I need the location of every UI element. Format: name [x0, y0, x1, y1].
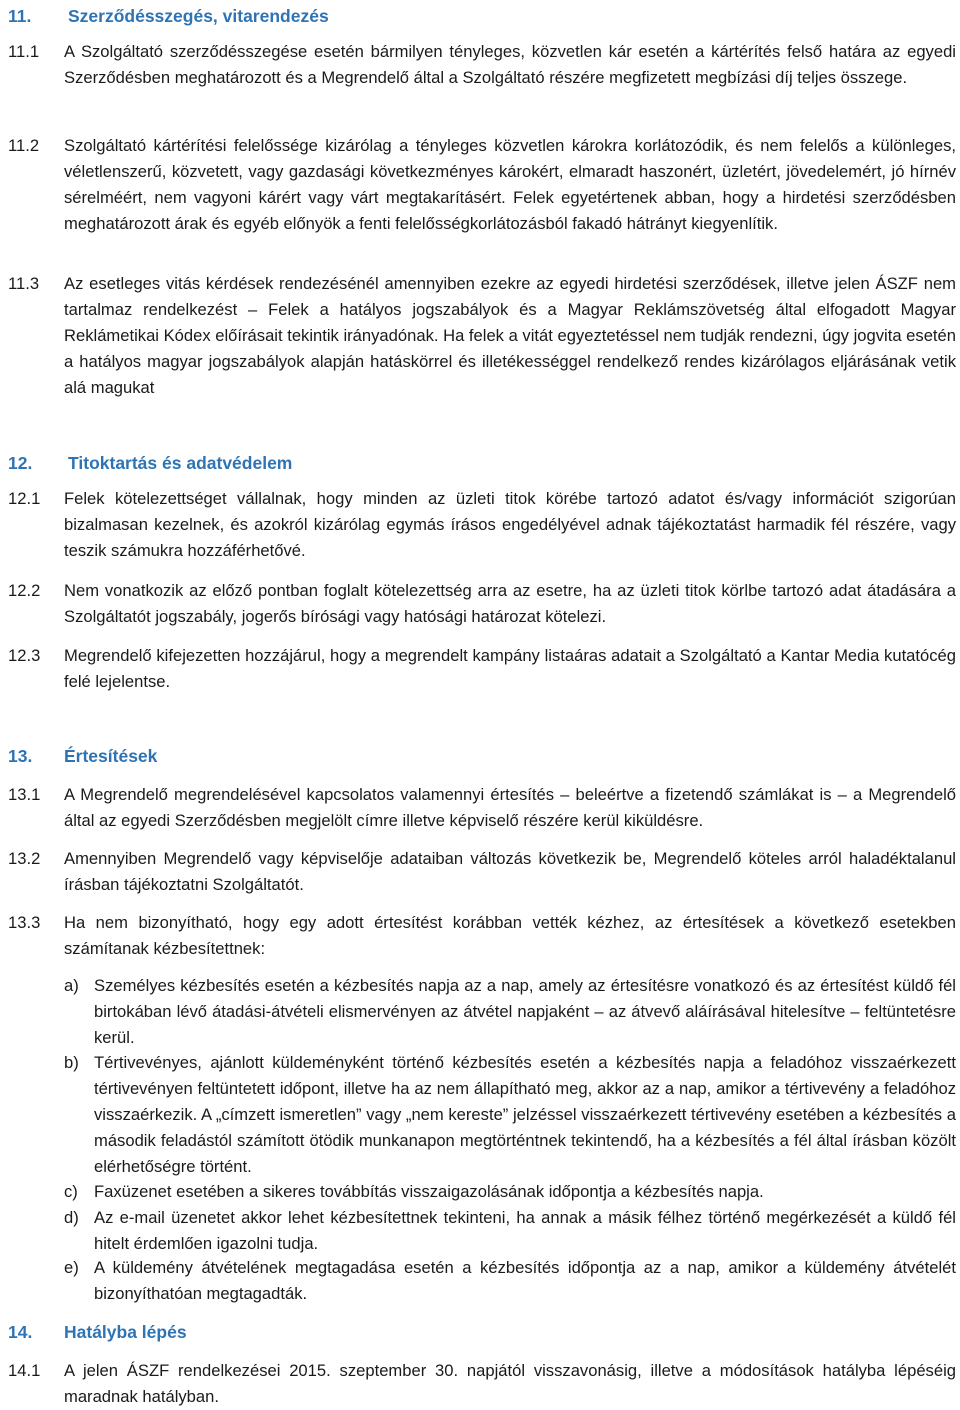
- clause-number: 14.1: [8, 1361, 41, 1380]
- clause-text: Felek kötelezettséget vállalnak, hogy minden az üzleti titok körébe tartozó adatot és/vagy információt szigorúan bizalmasan kezelnek, és azokról kizárólag egymás írásos engedélyével adnak tájékoztatást harmadik fél részére, vagy teszik számukra hozzáférhetővé.: [64, 489, 956, 560]
- sub-item-c: [64, 1179, 956, 1205]
- clause-13-3: [8, 910, 956, 962]
- clause-text: Megrendelő kifejezetten hozzájárul, hogy a megrendelt kampány listaáras adatait a Szolgáltató a Kantar Media kutatócég felé lejelentse.: [64, 646, 956, 691]
- clause-text: Nem vonatkozik az előző pontban foglalt kötelezettség arra az esetre, ha az üzleti titok körlbe tartozó adat átadására a Szolgáltatót jogszabály, jogerős bírósági vagy hatósági határozat kötelezi.: [64, 581, 956, 626]
- sub-item-letter: d): [64, 1208, 79, 1227]
- sub-item-letter: c): [64, 1182, 78, 1201]
- clause-11-3: [8, 271, 956, 401]
- sub-item-text: A küldemény átvételének megtagadása esetén a kézbesítés időpontja az a nap, amikor a küldemény átvételét bizonyíthatóan megtagadták.: [94, 1258, 956, 1303]
- clause-text: Amennyiben Megrendelő vagy képviselője adataiban változás következik be, Megrendelő köteles arról haladéktalanul írásban tájékoztatni Szolgáltatót.: [64, 849, 956, 894]
- section-title: Hatályba lépés: [64, 1322, 187, 1342]
- sub-item-letter: e): [64, 1258, 79, 1277]
- sub-item-letter: a): [64, 976, 79, 995]
- clause-12-3: [8, 643, 956, 695]
- clause-text: Ha nem bizonyítható, hogy egy adott értesítést korábban vették kézhez, az értesítések a következő esetekben számítanak kézbesítettnek:: [64, 913, 956, 958]
- clause-text: A jelen ÁSZF rendelkezései 2015. szeptember 30. napjától visszavonásig, illetve a módosítások hatályba lépéséig maradnak hatályban.: [64, 1361, 956, 1406]
- section-number: 11.: [8, 6, 32, 26]
- section-number: 12.: [8, 453, 33, 473]
- sub-item-letter: b): [64, 1053, 79, 1072]
- clause-11-1: [8, 39, 956, 91]
- clause-number: 12.1: [8, 489, 41, 508]
- sub-item-text: Az e-mail üzenetet akkor lehet kézbesítettnek tekinteni, ha annak a másik félhez történő megérkezését a küldő fél hitelt érdemlően igazolni tudja.: [94, 1208, 956, 1253]
- clause-number: 13.2: [8, 849, 41, 868]
- section-number: 14.: [8, 1322, 33, 1342]
- section-title: Szerződésszegés, vitarendezés: [68, 6, 329, 26]
- clause-text: Az esetleges vitás kérdések rendezésénél amennyiben ezekre az egyedi hirdetési szerződések, illetve jelen ÁSZF nem tartalmaz rendelkezést – Felek a hatályos jogszabályok és a Magyar Reklámszövetség által elfogadott Magyar Reklámetikai Kódex előírásait tekintik irányadónak. Ha felek a vitát egyeztetéssel nem tudják rendezni, úgy jogvita esetén a hatályos magyar jogszabályok alapján hatáskörrel és illetékességgel rendelkező rendes kizárólagos eljárásának vetik alá magukat: [64, 274, 956, 397]
- clause-13-1: [8, 782, 956, 834]
- section-title: Titoktartás és adatvédelem: [68, 453, 293, 473]
- clause-number: 13.1: [8, 785, 41, 804]
- sub-item-d: [64, 1205, 956, 1257]
- clause-12-2: [8, 578, 956, 630]
- clause-text: Szolgáltató kártérítési felelőssége kizárólag a tényleges közvetlen károkra korlátozódik, és nem felelős a különleges, véletlenszerű, közvetett, vagy gazdasági következményes károkért, elmaradt haszonért, üzletért, jövedelemért, jó hírnév sérelméért, nem vagyoni kárért vagy várt megtakarításért. Felek egyetértenek abban, hogy a hirdetési szerződésben meghatározott árak és egyéb előnyök a fenti felelősségkorlátozásból fakadó hátrányt kiegyenlítik.: [64, 136, 956, 233]
- sub-item-text: Faxüzenet esetében a sikeres továbbítás visszaigazolásának időpontja a kézbesítés napja.: [94, 1182, 764, 1201]
- clause-text: A Szolgáltató szerződésszegése esetén bármilyen tényleges, közvetlen kár esetén a kártérítés felső határa az egyedi Szerződésben meghatározott és a Megrendelő által a Szolgáltató részére megfizetett megbízási díj teljes összege.: [64, 42, 956, 87]
- clause-12-1: [8, 486, 956, 564]
- sub-item-a: [64, 973, 956, 1051]
- section-number: 13.: [8, 746, 33, 766]
- sub-item-text: Személyes kézbesítés esetén a kézbesítés napja az a nap, amely az értesítésre vonatkozó és az értesítést küldő fél birtokában lévő átadási-átvételi elismervényen az átvétel napjaként – az átvevő aláírásával hitelesítve – feltüntetésre kerül.: [94, 976, 956, 1047]
- clause-number: 11.1: [8, 42, 40, 61]
- sub-item-b: [64, 1050, 956, 1180]
- clause-14-1: [8, 1358, 956, 1410]
- clause-number: 11.2: [8, 136, 40, 155]
- clause-number: 12.3: [8, 646, 41, 665]
- sub-item-text: Tértivevényes, ajánlott küldeményként történő kézbesítés esetén a kézbesítés napja a feladóhoz visszaérkezett tértivevényen feltüntetett időpont, illetve ha az nem állapítható meg, akkor az a nap, amikor a tértivevény a feladóhoz visszaérkezik. A „címzett ismeretlen” vagy „nem kereste” jelzéssel visszaérkezett tértivevény esetében a kézbesítés a második feladástól számított ötödik munkanapon megtörténtnek tekintendő, ha a kézbesítés a fél által írásban közölt elérhetőségre történt.: [94, 1053, 956, 1176]
- clause-number: 12.2: [8, 581, 41, 600]
- clause-11-2: [8, 133, 956, 237]
- clause-13-2: [8, 846, 956, 898]
- clause-number: 13.3: [8, 913, 41, 932]
- clause-number: 11.3: [8, 274, 40, 293]
- sub-item-e: [64, 1255, 956, 1307]
- clause-text: A Megrendelő megrendelésével kapcsolatos valamennyi értesítés – beleértve a fizetendő számlákat is – a Megrendelő által az egyedi Szerződésben megjelölt címre illetve képviselő részére kerül kiküldésre.: [64, 785, 956, 830]
- section-title: Értesítések: [64, 746, 158, 766]
